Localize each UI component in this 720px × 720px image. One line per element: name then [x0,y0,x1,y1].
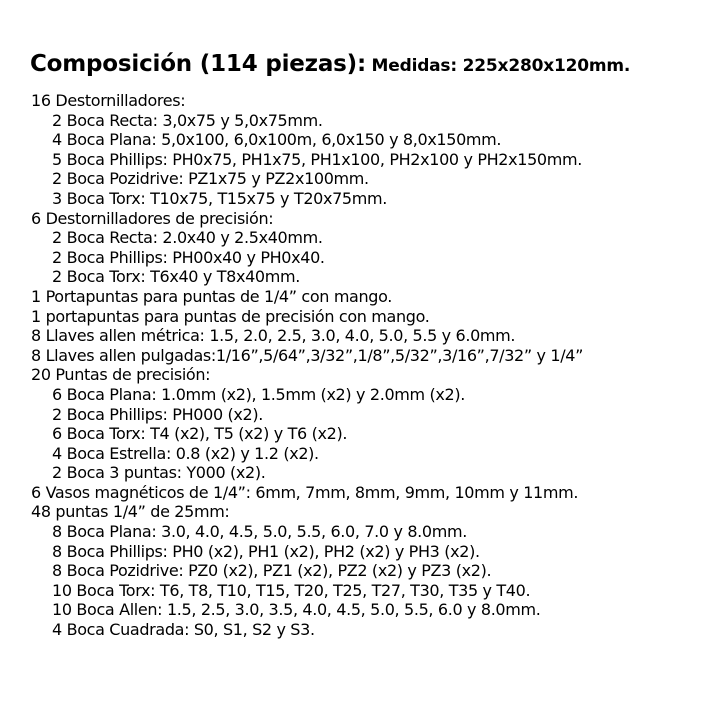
list-subitem: 2 Boca Torx: T6x40 y T8x40mm. [52,267,300,287]
list-subitem: 4 Boca Estrella: 0.8 (x2) y 1.2 (x2). [52,443,319,463]
list-subitem: 6 Boca Plana: 1.0mm (x2), 1.5mm (x2) y 2.0mm (x2). [52,384,465,404]
contents-list [31,91,583,640]
dimensions-text: Medidas: 225x280x120mm. [371,56,631,76]
list-subitem: 10 Boca Allen: 1.5, 2.5, 3.0, 3.5, 4.0, 4.5, 5.0, 5.5, 6.0 y 8.0mm. [52,600,541,620]
list-item: 6 Destornilladores de precisión: [31,208,274,228]
list-subitem: 2 Boca 3 puntas: Y000 (x2). [52,463,266,483]
composition-heading [30,49,630,81]
list-subitem: 5 Boca Phillips: PH0x75, PH1x75, PH1x100, PH2x100 y PH2x150mm. [52,149,582,169]
list-subitem: 10 Boca Torx: T6, T8, T10, T15, T20, T25, T27, T30, T35 y T40. [52,580,531,600]
list-subitem: 2 Boca Pozidrive: PZ1x75 y PZ2x100mm. [52,169,369,189]
list-subitem: 2 Boca Phillips: PH00x40 y PH0x40. [52,247,325,267]
list-subitem: 6 Boca Torx: T4 (x2), T5 (x2) y T6 (x2). [52,424,348,444]
list-subitem: 4 Boca Plana: 5,0x100, 6,0x100m, 6,0x150 y 8,0x150mm. [52,130,502,150]
list-item: 1 portapuntas para puntas de precisión con mango. [31,306,430,326]
list-item: 16 Destornilladores: [31,91,186,110]
list-subitem: 3 Boca Torx: T10x75, T15x75 y T20x75mm. [52,188,387,208]
composition-title: Composición (114 piezas): [30,51,366,77]
list-subitem: 2 Boca Phillips: PH000 (x2). [52,404,263,424]
list-subitem: 8 Boca Phillips: PH0 (x2), PH1 (x2), PH2 (x2) y PH3 (x2). [52,541,480,561]
list-item: 6 Vasos magnéticos de 1/4”: 6mm, 7mm, 8mm, 9mm, 10mm y 11mm. [31,482,579,502]
list-item: 20 Puntas de precisión: [31,365,211,385]
list-item: 8 Llaves allen pulgadas:1/16”,5/64”,3/32”,1/8”,5/32”,3/16”,7/32” y 1/4” [31,345,584,365]
list-item: 1 Portapuntas para puntas de 1/4” con mango. [31,286,392,306]
list-subitem: 4 Boca Cuadrada: S0, S1, S2 y S3. [52,620,315,640]
list-item: 8 Llaves allen métrica: 1.5, 2.0, 2.5, 3.0, 4.0, 5.0, 5.5 y 6.0mm. [31,326,516,346]
list-item: 48 puntas 1/4” de 25mm: [31,502,230,522]
list-subitem: 8 Boca Plana: 3.0, 4.0, 4.5, 5.0, 5.5, 6.0, 7.0 y 8.0mm. [52,522,467,542]
list-subitem: 2 Boca Recta: 3,0x75 y 5,0x75mm. [52,110,323,130]
list-subitem: 2 Boca Recta: 2.0x40 y 2.5x40mm. [52,228,323,248]
list-subitem: 8 Boca Pozidrive: PZ0 (x2), PZ1 (x2), PZ2 (x2) y PZ3 (x2). [52,561,492,581]
